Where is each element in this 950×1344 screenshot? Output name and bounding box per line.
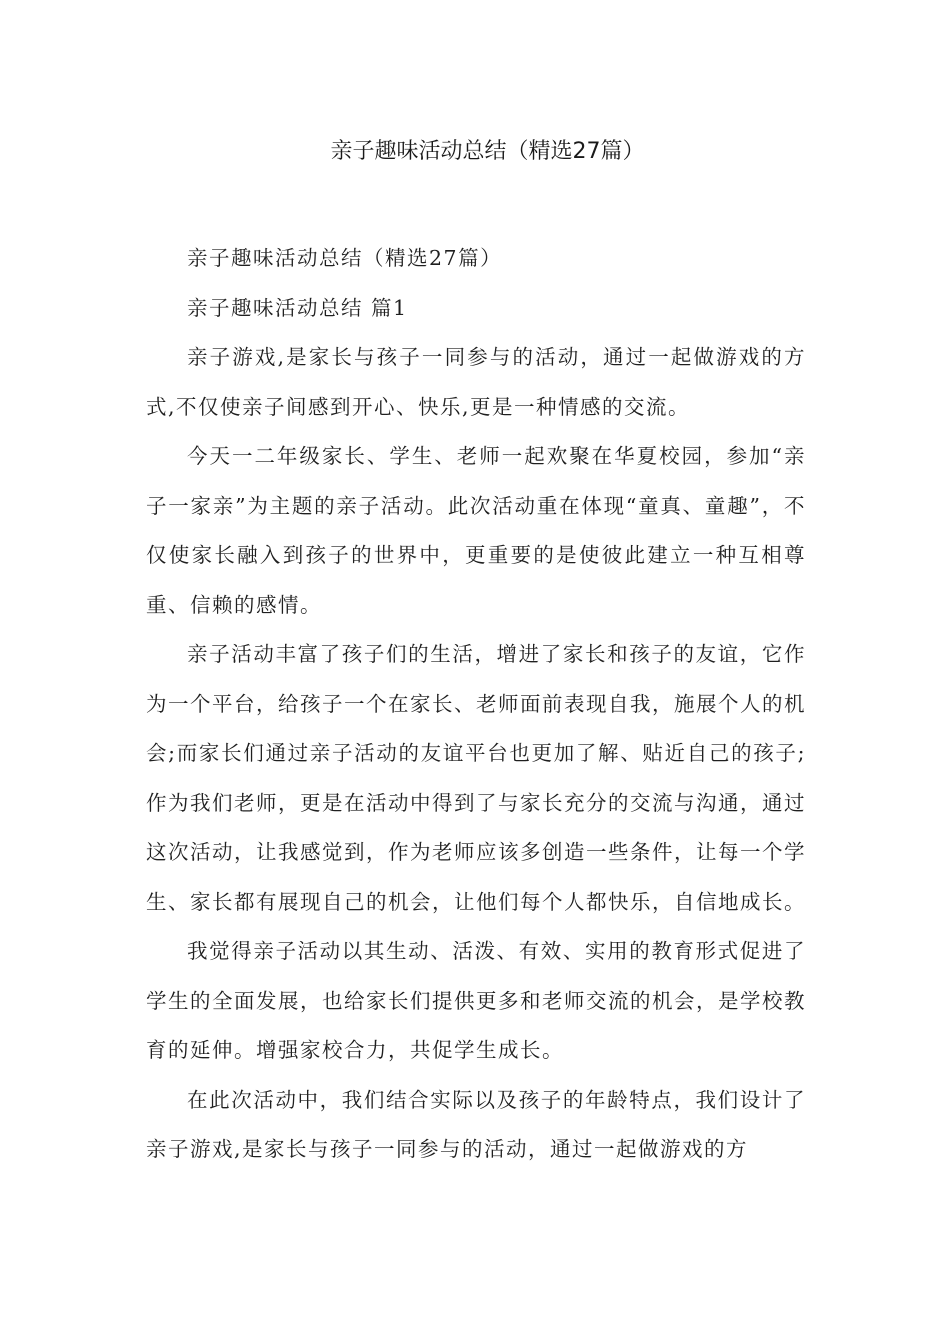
document-title: 亲子趣味活动总结（精选27篇） [330, 139, 645, 164]
body-paragraph: 今天一二年级家长、学生、老师一起欢聚在华夏校园，参加“亲子一家亲”为主题的亲子活动。此次活动重在体现“童真、童趣”，不仅使家长融入到孩子的世界中，更重要的是使彼此建立一种互相尊重、信赖的感情。 [146, 444, 806, 617]
body-paragraph: 亲子游戏,是家长与孩子一同参与的活动，通过一起做游戏的方式,不仅使亲子间感到开心、快乐,更是一种情感的交流。 [146, 345, 806, 419]
body-paragraph: 在此次活动中，我们结合实际以及孩子的年龄特点，我们设计了亲子游戏,是家长与孩子一同参与的活动，通过一起做游戏的方 [146, 1087, 806, 1161]
document-subtitle: 亲子趣味活动总结（精选27篇） [187, 246, 503, 270]
body-paragraph: 我觉得亲子活动以其生动、活泼、有效、实用的教育形式促进了学生的全面发展，也给家长们提供更多和老师交流的机会，是学校教育的延伸。增强家校合力，共促学生成长。 [146, 939, 806, 1062]
section-heading: 亲子趣味活动总结 篇1 [187, 295, 408, 320]
body-paragraph: 亲子活动丰富了孩子们的生活，增进了家长和孩子的友谊，它作为一个平台，给孩子一个在家长、老师面前表现自我，施展个人的机会;而家长们通过亲子活动的友谊平台也更加了解、贴近自己的孩子;作为我们老师，更是在活动中得到了与家长充分的交流与沟通，通过这次活动，让我感觉到，作为老师应该多创造一些条件，让每一个学生、家长都有展现自己的机会，让他们每个人都快乐，自信地成长。 [146, 642, 806, 914]
document-body [146, 234, 806, 1175]
